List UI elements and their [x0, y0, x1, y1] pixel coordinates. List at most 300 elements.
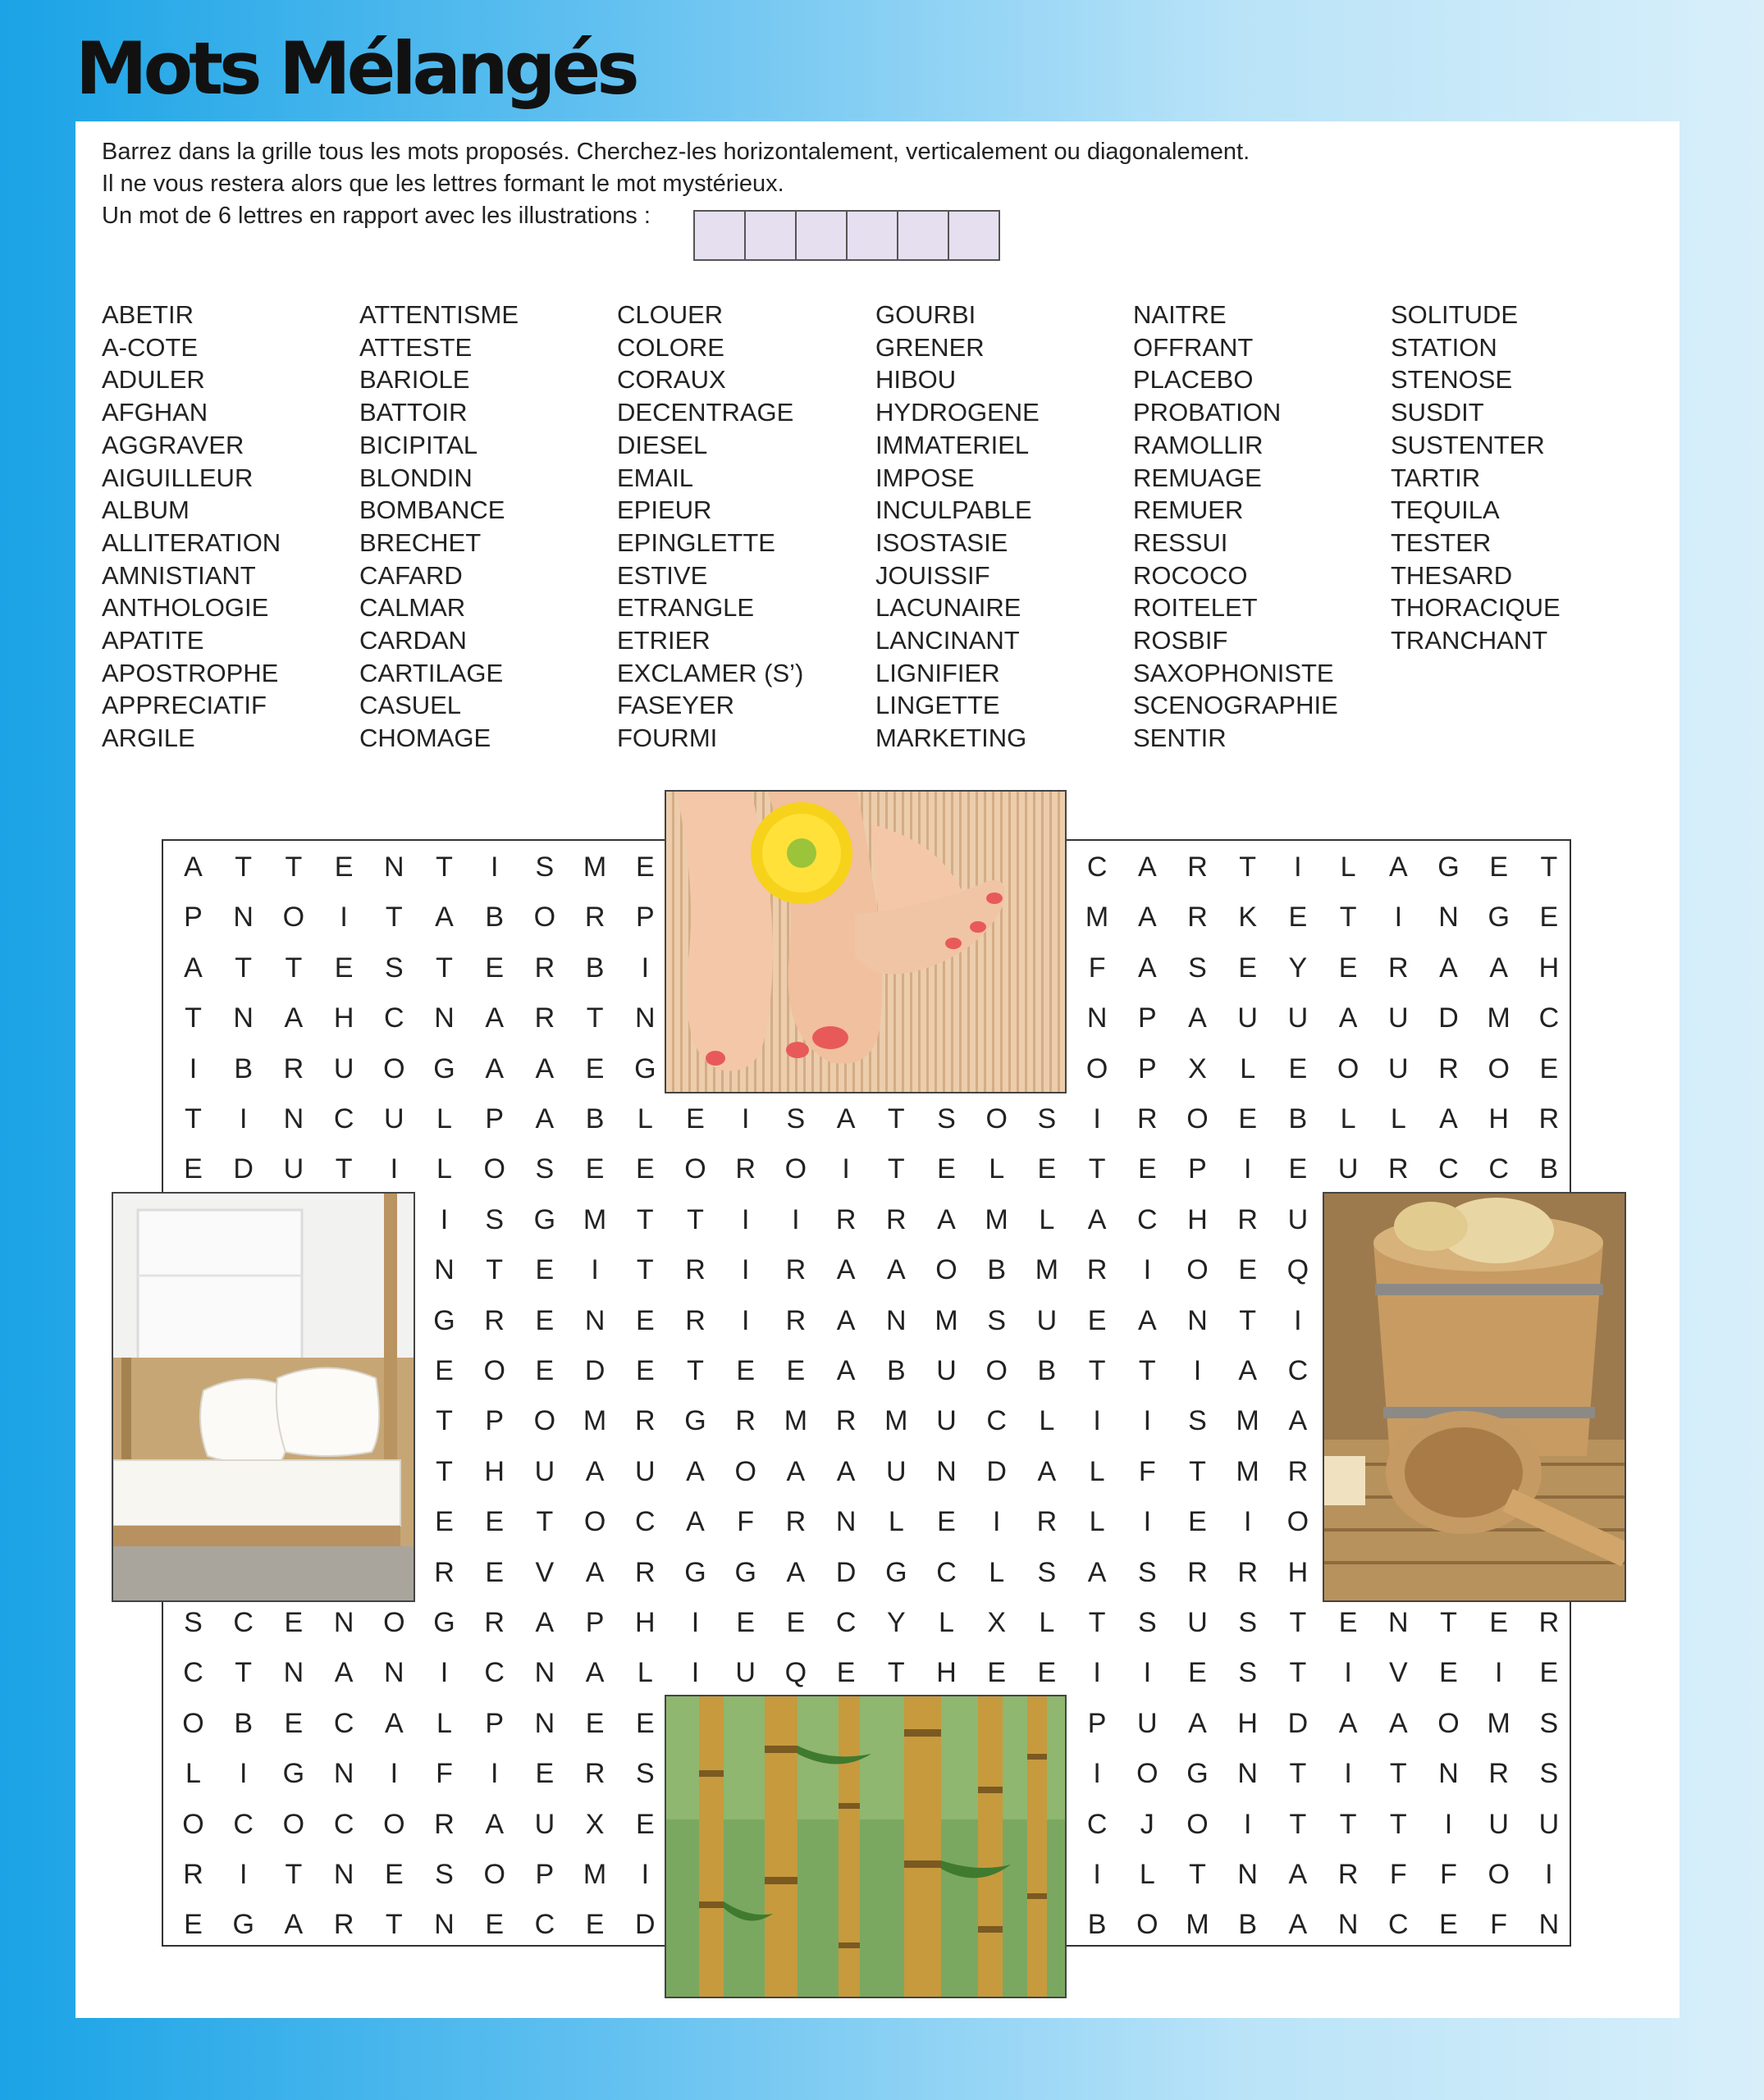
grid-letter[interactable]: U: [1388, 1052, 1409, 1084]
grid-letter[interactable]: R: [584, 902, 606, 934]
grid-letter[interactable]: E: [1238, 1103, 1258, 1134]
grid-letter[interactable]: H: [1237, 1707, 1258, 1739]
grid-letter[interactable]: R: [1538, 1103, 1560, 1134]
grid-letter[interactable]: E: [485, 1909, 505, 1941]
grid-letter[interactable]: N: [1438, 1758, 1459, 1790]
grid-letter[interactable]: I: [1093, 1405, 1101, 1437]
grid-letter[interactable]: P: [535, 1859, 555, 1890]
grid-letter[interactable]: F: [1440, 1859, 1457, 1890]
grid-letter[interactable]: B: [1037, 1355, 1057, 1386]
grid-letter[interactable]: U: [1237, 1002, 1258, 1034]
grid-letter[interactable]: I: [440, 1657, 449, 1689]
grid-letter[interactable]: E: [485, 952, 505, 984]
grid-letter[interactable]: R: [886, 1203, 907, 1235]
grid-letter[interactable]: C: [233, 1607, 254, 1638]
grid-letter[interactable]: E: [384, 1859, 404, 1890]
grid-letter[interactable]: G: [282, 1758, 305, 1790]
grid-letter[interactable]: E: [334, 952, 354, 984]
grid-letter[interactable]: I: [741, 1304, 750, 1336]
grid-letter[interactable]: R: [1137, 1103, 1158, 1134]
grid-letter[interactable]: R: [835, 1405, 857, 1437]
grid-letter[interactable]: A: [686, 1455, 705, 1487]
grid-letter[interactable]: H: [635, 1607, 656, 1638]
grid-letter[interactable]: T: [1189, 1859, 1206, 1890]
grid-letter[interactable]: A: [485, 1052, 505, 1084]
grid-letter[interactable]: P: [1137, 1002, 1157, 1034]
grid-letter[interactable]: E: [184, 1153, 203, 1185]
grid-letter[interactable]: E: [635, 1808, 655, 1840]
grid-letter[interactable]: A: [1137, 1304, 1157, 1336]
grid-letter[interactable]: A: [585, 1657, 605, 1689]
grid-letter[interactable]: N: [584, 1304, 606, 1336]
grid-letter[interactable]: A: [1288, 1405, 1308, 1437]
grid-letter[interactable]: T: [185, 1103, 202, 1134]
grid-letter[interactable]: A: [836, 1304, 856, 1336]
grid-letter[interactable]: N: [1187, 1304, 1208, 1336]
grid-letter[interactable]: O: [182, 1808, 204, 1840]
answer-box[interactable]: [746, 212, 797, 259]
grid-letter[interactable]: O: [483, 1859, 505, 1890]
grid-letter[interactable]: O: [1085, 1052, 1108, 1084]
grid-letter[interactable]: C: [333, 1808, 354, 1840]
grid-letter[interactable]: T: [1239, 851, 1257, 883]
grid-letter[interactable]: O: [282, 902, 305, 934]
grid-letter[interactable]: S: [384, 952, 404, 984]
grid-letter[interactable]: I: [591, 1254, 599, 1286]
grid-letter[interactable]: T: [887, 1657, 905, 1689]
grid-letter[interactable]: F: [737, 1506, 755, 1538]
grid-letter[interactable]: I: [1545, 1859, 1553, 1890]
grid-letter[interactable]: D: [1287, 1707, 1309, 1739]
grid-letter[interactable]: A: [836, 1355, 856, 1386]
grid-letter[interactable]: C: [835, 1607, 857, 1638]
grid-letter[interactable]: A: [1288, 1909, 1308, 1941]
grid-letter[interactable]: L: [1340, 851, 1356, 883]
grid-letter[interactable]: S: [1037, 1103, 1057, 1134]
grid-letter[interactable]: M: [1035, 1254, 1059, 1286]
grid-letter[interactable]: R: [1237, 1203, 1258, 1235]
grid-letter[interactable]: R: [785, 1254, 807, 1286]
grid-letter[interactable]: E: [635, 1153, 655, 1185]
grid-letter[interactable]: E: [1288, 1052, 1308, 1084]
grid-letter[interactable]: A: [184, 952, 203, 984]
grid-letter[interactable]: E: [635, 851, 655, 883]
grid-letter[interactable]: C: [1287, 1355, 1309, 1386]
answer-box[interactable]: [848, 212, 898, 259]
grid-letter[interactable]: P: [635, 902, 655, 934]
grid-letter[interactable]: L: [1089, 1455, 1105, 1487]
grid-letter[interactable]: A: [1137, 952, 1157, 984]
grid-letter[interactable]: O: [383, 1808, 405, 1840]
grid-letter[interactable]: G: [1488, 902, 1510, 934]
grid-letter[interactable]: E: [485, 1506, 505, 1538]
grid-letter[interactable]: C: [1488, 1153, 1509, 1185]
grid-letter[interactable]: T: [1138, 1355, 1156, 1386]
grid-letter[interactable]: U: [1287, 1203, 1309, 1235]
grid-letter[interactable]: A: [1388, 851, 1408, 883]
grid-letter[interactable]: G: [433, 1304, 455, 1336]
grid-letter[interactable]: L: [939, 1607, 954, 1638]
grid-letter[interactable]: D: [584, 1355, 606, 1386]
grid-letter[interactable]: S: [535, 851, 555, 883]
grid-letter[interactable]: I: [1143, 1657, 1152, 1689]
grid-letter[interactable]: I: [1143, 1254, 1152, 1286]
grid-letter[interactable]: U: [635, 1455, 656, 1487]
grid-letter[interactable]: T: [1389, 1808, 1407, 1840]
grid-letter[interactable]: E: [1539, 1657, 1559, 1689]
grid-letter[interactable]: A: [686, 1506, 705, 1538]
grid-letter[interactable]: E: [334, 851, 354, 883]
grid-letter[interactable]: R: [434, 1556, 455, 1588]
grid-letter[interactable]: M: [884, 1405, 908, 1437]
grid-letter[interactable]: R: [1187, 851, 1208, 883]
grid-letter[interactable]: T: [335, 1153, 353, 1185]
grid-letter[interactable]: M: [583, 851, 607, 883]
grid-letter[interactable]: O: [1337, 1052, 1360, 1084]
grid-letter[interactable]: F: [1088, 952, 1106, 984]
grid-letter[interactable]: L: [989, 1556, 1005, 1588]
grid-letter[interactable]: A: [1439, 1103, 1458, 1134]
grid-letter[interactable]: U: [384, 1103, 404, 1134]
grid-letter[interactable]: I: [1444, 1808, 1453, 1840]
grid-letter[interactable]: H: [936, 1657, 957, 1689]
grid-letter[interactable]: T: [636, 1254, 654, 1286]
grid-letter[interactable]: V: [1388, 1657, 1408, 1689]
grid-letter[interactable]: C: [936, 1556, 957, 1588]
grid-letter[interactable]: I: [641, 952, 650, 984]
grid-letter[interactable]: C: [986, 1405, 1007, 1437]
grid-letter[interactable]: B: [1238, 1909, 1258, 1941]
grid-letter[interactable]: S: [1137, 1556, 1157, 1588]
grid-letter[interactable]: P: [184, 902, 203, 934]
grid-letter[interactable]: R: [1036, 1506, 1058, 1538]
grid-letter[interactable]: E: [1288, 1153, 1308, 1185]
grid-letter[interactable]: I: [340, 902, 348, 934]
grid-letter[interactable]: R: [1187, 1556, 1208, 1588]
grid-letter[interactable]: U: [283, 1153, 304, 1185]
grid-letter[interactable]: T: [235, 952, 253, 984]
grid-letter[interactable]: L: [1240, 1052, 1256, 1084]
grid-letter[interactable]: A: [1288, 1859, 1308, 1890]
grid-letter[interactable]: L: [1039, 1203, 1055, 1235]
grid-letter[interactable]: D: [986, 1455, 1007, 1487]
grid-letter[interactable]: S: [1188, 1405, 1207, 1437]
grid-letter[interactable]: E: [284, 1607, 304, 1638]
grid-letter[interactable]: L: [1039, 1607, 1055, 1638]
grid-letter[interactable]: M: [1487, 1707, 1510, 1739]
grid-letter[interactable]: T: [536, 1506, 554, 1538]
grid-letter[interactable]: I: [1394, 902, 1403, 934]
grid-letter[interactable]: C: [384, 1002, 404, 1034]
grid-letter[interactable]: R: [584, 1758, 606, 1790]
grid-letter[interactable]: T: [1440, 1607, 1457, 1638]
grid-letter[interactable]: B: [987, 1254, 1007, 1286]
grid-letter[interactable]: O: [383, 1607, 405, 1638]
grid-letter[interactable]: A: [836, 1103, 856, 1134]
grid-letter[interactable]: E: [1087, 1304, 1107, 1336]
grid-letter[interactable]: S: [1037, 1556, 1057, 1588]
grid-letter[interactable]: E: [535, 1355, 555, 1386]
grid-letter[interactable]: O: [1186, 1808, 1209, 1840]
grid-letter[interactable]: E: [1439, 1909, 1458, 1941]
grid-letter[interactable]: G: [734, 1556, 756, 1588]
grid-letter[interactable]: E: [1288, 902, 1308, 934]
grid-letter[interactable]: I: [1093, 1103, 1101, 1134]
grid-letter[interactable]: A: [1489, 952, 1509, 984]
grid-letter[interactable]: O: [935, 1254, 957, 1286]
grid-letter[interactable]: N: [1237, 1859, 1258, 1890]
grid-letter[interactable]: I: [490, 851, 499, 883]
grid-letter[interactable]: U: [1337, 1153, 1359, 1185]
grid-letter[interactable]: E: [535, 1254, 555, 1286]
grid-letter[interactable]: S: [635, 1758, 655, 1790]
grid-letter[interactable]: N: [1388, 1607, 1409, 1638]
grid-letter[interactable]: T: [235, 1657, 253, 1689]
grid-letter[interactable]: R: [735, 1405, 756, 1437]
grid-letter[interactable]: L: [637, 1657, 653, 1689]
grid-letter[interactable]: H: [1538, 952, 1560, 984]
grid-letter[interactable]: A: [1388, 1707, 1408, 1739]
grid-letter[interactable]: M: [583, 1203, 607, 1235]
grid-letter[interactable]: A: [1188, 1002, 1207, 1034]
grid-letter[interactable]: R: [635, 1405, 656, 1437]
grid-letter[interactable]: S: [786, 1103, 806, 1134]
grid-letter[interactable]: M: [1236, 1405, 1259, 1437]
grid-letter[interactable]: L: [436, 1153, 452, 1185]
grid-letter[interactable]: S: [1539, 1707, 1559, 1739]
grid-letter[interactable]: A: [786, 1455, 806, 1487]
grid-letter[interactable]: T: [1088, 1153, 1106, 1185]
grid-letter[interactable]: B: [485, 902, 505, 934]
grid-letter[interactable]: R: [1488, 1758, 1509, 1790]
grid-letter[interactable]: T: [1189, 1455, 1206, 1487]
grid-letter[interactable]: T: [687, 1355, 704, 1386]
grid-letter[interactable]: O: [533, 1405, 556, 1437]
grid-letter[interactable]: E: [1439, 1657, 1458, 1689]
grid-letter[interactable]: E: [585, 1052, 605, 1084]
grid-letter[interactable]: N: [835, 1506, 857, 1538]
grid-letter[interactable]: H: [1287, 1556, 1309, 1588]
grid-letter[interactable]: I: [1344, 1758, 1352, 1790]
grid-letter[interactable]: H: [333, 1002, 354, 1034]
grid-letter[interactable]: A: [1087, 1203, 1107, 1235]
grid-letter[interactable]: S: [485, 1203, 505, 1235]
grid-letter[interactable]: S: [435, 1859, 454, 1890]
grid-letter[interactable]: E: [635, 1707, 655, 1739]
grid-letter[interactable]: S: [535, 1153, 555, 1185]
grid-letter[interactable]: T: [1339, 1808, 1357, 1840]
grid-letter[interactable]: E: [1338, 952, 1358, 984]
grid-letter[interactable]: A: [384, 1707, 404, 1739]
grid-letter[interactable]: U: [534, 1455, 555, 1487]
grid-letter[interactable]: R: [1187, 902, 1208, 934]
grid-letter[interactable]: O: [1186, 1103, 1209, 1134]
grid-letter[interactable]: I: [741, 1103, 750, 1134]
grid-letter[interactable]: A: [585, 1455, 605, 1487]
grid-letter[interactable]: L: [888, 1506, 904, 1538]
grid-letter[interactable]: A: [786, 1556, 806, 1588]
grid-letter[interactable]: M: [1487, 1002, 1510, 1034]
grid-letter[interactable]: E: [485, 1556, 505, 1588]
grid-letter[interactable]: G: [533, 1203, 556, 1235]
grid-letter[interactable]: N: [434, 1909, 455, 1941]
grid-letter[interactable]: F: [1389, 1859, 1407, 1890]
grid-letter[interactable]: O: [1437, 1707, 1460, 1739]
grid-letter[interactable]: G: [684, 1556, 706, 1588]
grid-letter[interactable]: T: [586, 1002, 604, 1034]
grid-letter[interactable]: R: [283, 1052, 304, 1084]
grid-letter[interactable]: N: [434, 1254, 455, 1286]
grid-letter[interactable]: T: [1088, 1355, 1106, 1386]
grid-letter[interactable]: E: [1037, 1657, 1057, 1689]
grid-letter[interactable]: E: [1188, 1657, 1207, 1689]
grid-letter[interactable]: E: [284, 1707, 304, 1739]
grid-letter[interactable]: L: [185, 1758, 201, 1790]
grid-letter[interactable]: U: [886, 1455, 907, 1487]
grid-letter[interactable]: A: [1137, 902, 1157, 934]
grid-letter[interactable]: T: [285, 1859, 303, 1890]
grid-letter[interactable]: M: [784, 1405, 808, 1437]
grid-letter[interactable]: O: [734, 1455, 756, 1487]
grid-letter[interactable]: O: [985, 1355, 1008, 1386]
grid-letter[interactable]: A: [836, 1254, 856, 1286]
grid-letter[interactable]: E: [1188, 1506, 1207, 1538]
grid-letter[interactable]: T: [1088, 1607, 1106, 1638]
grid-letter[interactable]: R: [534, 1002, 555, 1034]
grid-letter[interactable]: L: [989, 1153, 1005, 1185]
grid-letter[interactable]: E: [937, 1153, 956, 1185]
grid-letter[interactable]: N: [384, 851, 404, 883]
grid-letter[interactable]: U: [936, 1355, 957, 1386]
grid-letter[interactable]: T: [285, 952, 303, 984]
grid-letter[interactable]: G: [1186, 1758, 1209, 1790]
grid-letter[interactable]: M: [935, 1304, 958, 1336]
grid-letter[interactable]: X: [987, 1607, 1007, 1638]
grid-letter[interactable]: N: [333, 1859, 354, 1890]
grid-letter[interactable]: N: [1337, 1909, 1359, 1941]
grid-letter[interactable]: R: [1287, 1455, 1309, 1487]
grid-letter[interactable]: R: [685, 1254, 706, 1286]
answer-boxes[interactable]: [693, 210, 1000, 261]
grid-letter[interactable]: M: [583, 1859, 607, 1890]
grid-letter[interactable]: N: [635, 1002, 656, 1034]
grid-letter[interactable]: O: [1136, 1758, 1158, 1790]
grid-letter[interactable]: E: [184, 1909, 203, 1941]
grid-letter[interactable]: I: [1093, 1758, 1101, 1790]
grid-letter[interactable]: T: [1289, 1607, 1307, 1638]
grid-letter[interactable]: P: [485, 1707, 505, 1739]
grid-letter[interactable]: R: [1086, 1254, 1108, 1286]
grid-letter[interactable]: L: [1139, 1859, 1155, 1890]
grid-letter[interactable]: R: [534, 952, 555, 984]
grid-letter[interactable]: I: [390, 1758, 399, 1790]
grid-letter[interactable]: O: [533, 902, 556, 934]
grid-letter[interactable]: E: [1489, 851, 1509, 883]
grid-letter[interactable]: R: [484, 1304, 505, 1336]
grid-letter[interactable]: A: [585, 1556, 605, 1588]
grid-letter[interactable]: I: [1294, 851, 1302, 883]
grid-letter[interactable]: A: [535, 1607, 555, 1638]
grid-letter[interactable]: G: [433, 1607, 455, 1638]
grid-letter[interactable]: C: [484, 1657, 505, 1689]
grid-letter[interactable]: S: [1238, 1607, 1258, 1638]
grid-letter[interactable]: T: [1389, 1758, 1407, 1790]
grid-letter[interactable]: A: [1087, 1556, 1107, 1588]
grid-letter[interactable]: O: [1186, 1254, 1209, 1286]
grid-letter[interactable]: X: [1188, 1052, 1207, 1084]
grid-letter[interactable]: T: [1239, 1304, 1257, 1336]
grid-letter[interactable]: A: [1338, 1707, 1358, 1739]
grid-letter[interactable]: O: [383, 1052, 405, 1084]
grid-letter[interactable]: N: [333, 1607, 354, 1638]
grid-letter[interactable]: A: [937, 1203, 956, 1235]
grid-letter[interactable]: R: [735, 1153, 756, 1185]
grid-letter[interactable]: T: [687, 1203, 704, 1235]
grid-letter[interactable]: C: [333, 1707, 354, 1739]
grid-letter[interactable]: N: [534, 1707, 555, 1739]
grid-letter[interactable]: T: [436, 1455, 453, 1487]
grid-letter[interactable]: I: [992, 1506, 1001, 1538]
grid-letter[interactable]: C: [233, 1808, 254, 1840]
grid-letter[interactable]: A: [535, 1103, 555, 1134]
grid-letter[interactable]: H: [484, 1455, 505, 1487]
grid-letter[interactable]: I: [390, 1153, 399, 1185]
grid-letter[interactable]: L: [436, 1103, 452, 1134]
grid-letter[interactable]: F: [1490, 1909, 1508, 1941]
grid-letter[interactable]: I: [1344, 1657, 1352, 1689]
grid-letter[interactable]: N: [936, 1455, 957, 1487]
grid-letter[interactable]: A: [886, 1254, 906, 1286]
grid-letter[interactable]: F: [1138, 1455, 1156, 1487]
grid-letter[interactable]: E: [1539, 1052, 1559, 1084]
grid-letter[interactable]: N: [333, 1758, 354, 1790]
grid-letter[interactable]: I: [239, 1103, 248, 1134]
grid-letter[interactable]: R: [484, 1607, 505, 1638]
grid-letter[interactable]: S: [987, 1304, 1007, 1336]
grid-letter[interactable]: H: [1187, 1203, 1208, 1235]
grid-letter[interactable]: X: [585, 1808, 605, 1840]
grid-letter[interactable]: U: [333, 1052, 354, 1084]
grid-letter[interactable]: V: [535, 1556, 555, 1588]
grid-letter[interactable]: D: [233, 1153, 254, 1185]
grid-letter[interactable]: A: [485, 1808, 505, 1840]
grid-letter[interactable]: E: [987, 1657, 1007, 1689]
grid-letter[interactable]: C: [1137, 1203, 1158, 1235]
grid-letter[interactable]: R: [1337, 1859, 1359, 1890]
grid-letter[interactable]: A: [184, 851, 203, 883]
grid-letter[interactable]: R: [333, 1909, 354, 1941]
grid-letter[interactable]: E: [635, 1304, 655, 1336]
grid-letter[interactable]: O: [483, 1355, 505, 1386]
grid-letter[interactable]: E: [736, 1355, 756, 1386]
grid-letter[interactable]: T: [436, 1405, 453, 1437]
grid-letter[interactable]: A: [334, 1657, 354, 1689]
grid-letter[interactable]: G: [1437, 851, 1460, 883]
grid-letter[interactable]: L: [1390, 1103, 1406, 1134]
grid-letter[interactable]: N: [233, 1002, 254, 1034]
grid-letter[interactable]: R: [1237, 1556, 1258, 1588]
grid-letter[interactable]: I: [741, 1203, 750, 1235]
grid-letter[interactable]: I: [641, 1859, 650, 1890]
grid-letter[interactable]: I: [842, 1153, 850, 1185]
grid-letter[interactable]: A: [1188, 1707, 1207, 1739]
grid-letter[interactable]: B: [1288, 1103, 1308, 1134]
grid-letter[interactable]: K: [1238, 902, 1258, 934]
grid-letter[interactable]: E: [435, 1355, 454, 1386]
grid-letter[interactable]: R: [183, 1859, 203, 1890]
grid-letter[interactable]: T: [1289, 1657, 1307, 1689]
grid-letter[interactable]: N: [283, 1657, 304, 1689]
